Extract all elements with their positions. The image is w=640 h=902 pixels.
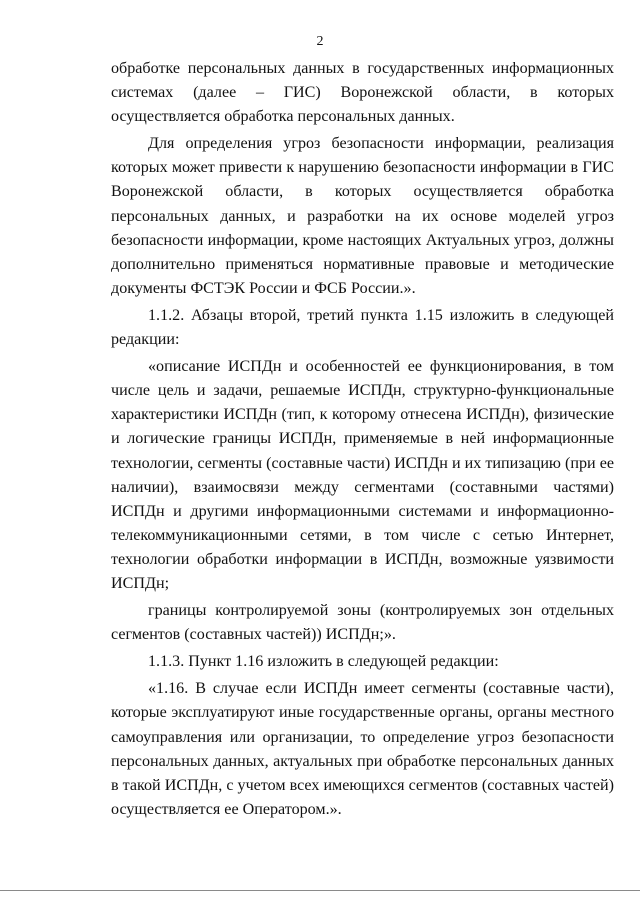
paragraph-controlled-zone: границы контролируемой зоны (контролируемых зон отдельных сегментов (составных частей)) ИСПДн;».: [111, 602, 614, 644]
page-number: 2: [316, 34, 324, 49]
paragraph-threat-definition: Для определения угроз безопасности информации, реализация которых может привести к нарушению безопасности информации в ГИС Воронежской области, в которых осуществляется обработка персональных данных, и разработки на их основе моделей угроз безопасности информации, кроме настоящих Актуальных угроз, должны дополнительно применяться нормативные правовые и методические документы ФСТЭК России и ФСБ России.».: [111, 135, 614, 297]
paragraph-gis-context: обработке персональных данных в государственных информационных системах (далее – ГИС) Воронежской области, в которых осуществляется обработка персональных данных.: [111, 60, 614, 126]
paragraph-ispdn-description: «описание ИСПДн и особенностей ее функционирования, в том числе цель и задачи, решаемые ИСПДн, структурно-функциональные характеристики ИСПДн (тип, к которому отнесена ИСПДн), физические и логические границы ИСПДн, применяемые в ней информационные технологии, сегменты (составные части) ИСПДн и их типизацию (при ее наличии), взаимосвязи между сегментами (составными частями) ИСПДн и другими информационными системами и информационно-телекоммуникационными сетями, в том числе с сетью Интернет, технологии обработки информации в ИСПДн, возможные уязвимости ИСПДн;: [111, 358, 614, 592]
paragraph-clause-1-16: «1.16. В случае если ИСПДн имеет сегменты (составные части), которые эксплуатируют иные государственные органы, органы местного самоуправления или организации, то определение угроз безопасности персональных данных, актуальных при обработке персональных данных в такой ИСПДн, с учетом всех имеющихся сегментов (составных частей) осуществляется ее Оператором.».: [111, 680, 614, 818]
paragraph-clause-1-1-2: 1.1.2. Абзацы второй, третий пункта 1.15 изложить в следующей редакции:: [111, 306, 614, 349]
paragraph-clause-1-1-3: 1.1.3. Пункт 1.16 изложить в следующей редакции:: [148, 653, 499, 671]
page-bottom-divider: [0, 890, 640, 891]
document-body: [111, 57, 614, 825]
